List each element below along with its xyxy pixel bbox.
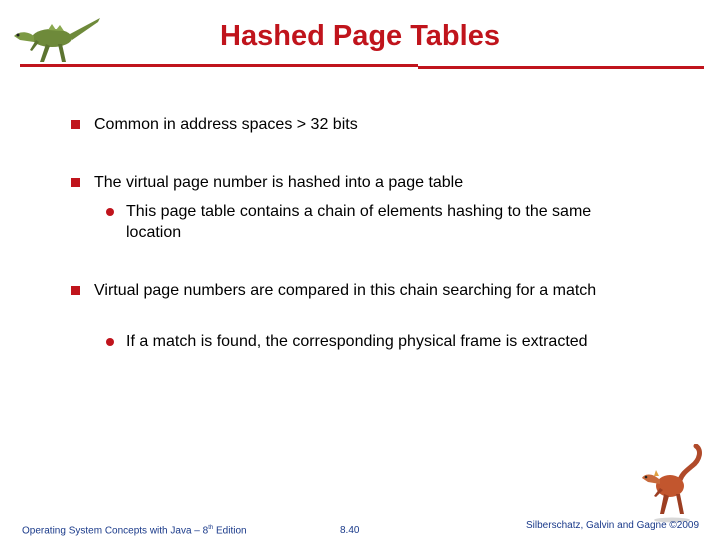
square-bullet-icon [71,286,80,295]
footer-book-superscript: th [208,525,214,531]
slide-title: Hashed Page Tables [220,20,500,52]
sub-bullet-item [126,331,606,352]
bullet-item [94,280,634,301]
bullet-text: Virtual page numbers are compared in this chain searching for a match [94,282,597,299]
sub-bullet-text: This page table contains a chain of elements hashing to the same location [126,203,592,241]
footer-book-suffix: Edition [213,525,247,537]
dinosaur-mascot-icon [636,444,712,524]
footer-book-prefix: Operating System Concepts with Java – 8 [22,525,209,537]
square-bullet-icon [71,178,80,187]
square-bullet-icon [71,120,80,129]
sub-bullet-item [126,201,626,243]
footer-book-title [22,525,247,536]
footer-page-number: 8.40 [340,525,360,536]
bullet-text: The virtual page number is hashed into a page table [94,174,464,191]
bullet-item [94,172,654,193]
round-bullet-icon [106,208,114,216]
bullet-item [94,114,654,135]
round-bullet-icon [106,338,114,346]
bullet-text: Common in address spaces > 32 bits [94,116,358,133]
footer-copyright: Silberschatz, Galvin and Gagne ©2009 [526,520,700,531]
sub-bullet-text: If a match is found, the corresponding physical frame is extracted [126,333,588,350]
